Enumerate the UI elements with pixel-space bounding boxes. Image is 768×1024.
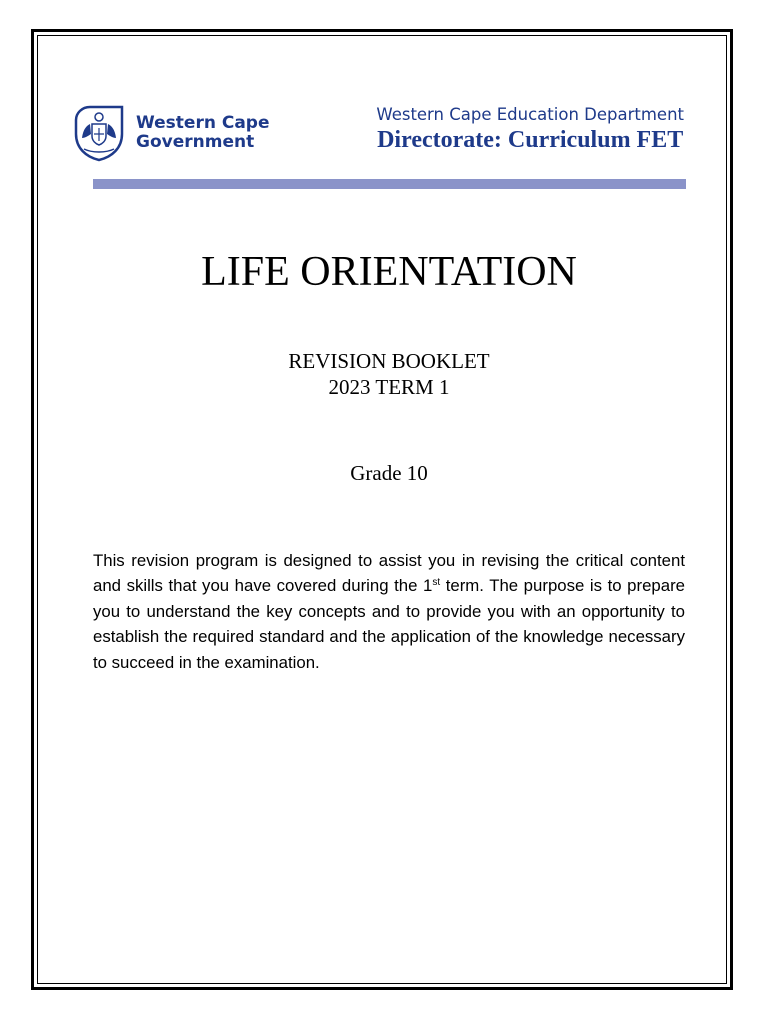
- intro-text-part-2: term. The purpose is to prepare you to understand the key concepts and to provide you with an opportunity to establish the required standard and the application of the knowledge necessary to succeed in the examination.: [93, 576, 685, 672]
- grade-label: Grade 10: [350, 461, 428, 485]
- intro-superscript: st: [432, 577, 441, 589]
- subtitle-line-1: REVISION BOOKLET: [288, 349, 490, 373]
- intro-paragraph: [93, 548, 685, 676]
- page-border: [31, 29, 733, 990]
- coat-of-arms-icon: [70, 104, 128, 162]
- western-cape-government-logo: [70, 104, 270, 162]
- logo-wordmark: [136, 114, 270, 152]
- header-divider: [93, 179, 686, 189]
- directorate-name: Directorate: Curriculum FET: [377, 127, 684, 153]
- booklet-subtitle: [0, 348, 768, 400]
- intro-text-part-1: This revision program is designed to assist you in revising the critical content and skills that you have covered during the 1: [93, 550, 685, 596]
- department-name: Western Cape Education Department: [376, 105, 684, 124]
- logo-line-1: Western Cape: [136, 113, 270, 133]
- page-border-inner: [37, 35, 727, 984]
- subtitle-line-2: 2023 TERM 1: [328, 375, 450, 399]
- department-header: [376, 104, 684, 154]
- page-title: LIFE ORIENTATION: [201, 249, 577, 295]
- logo-line-2: Government: [136, 132, 255, 152]
